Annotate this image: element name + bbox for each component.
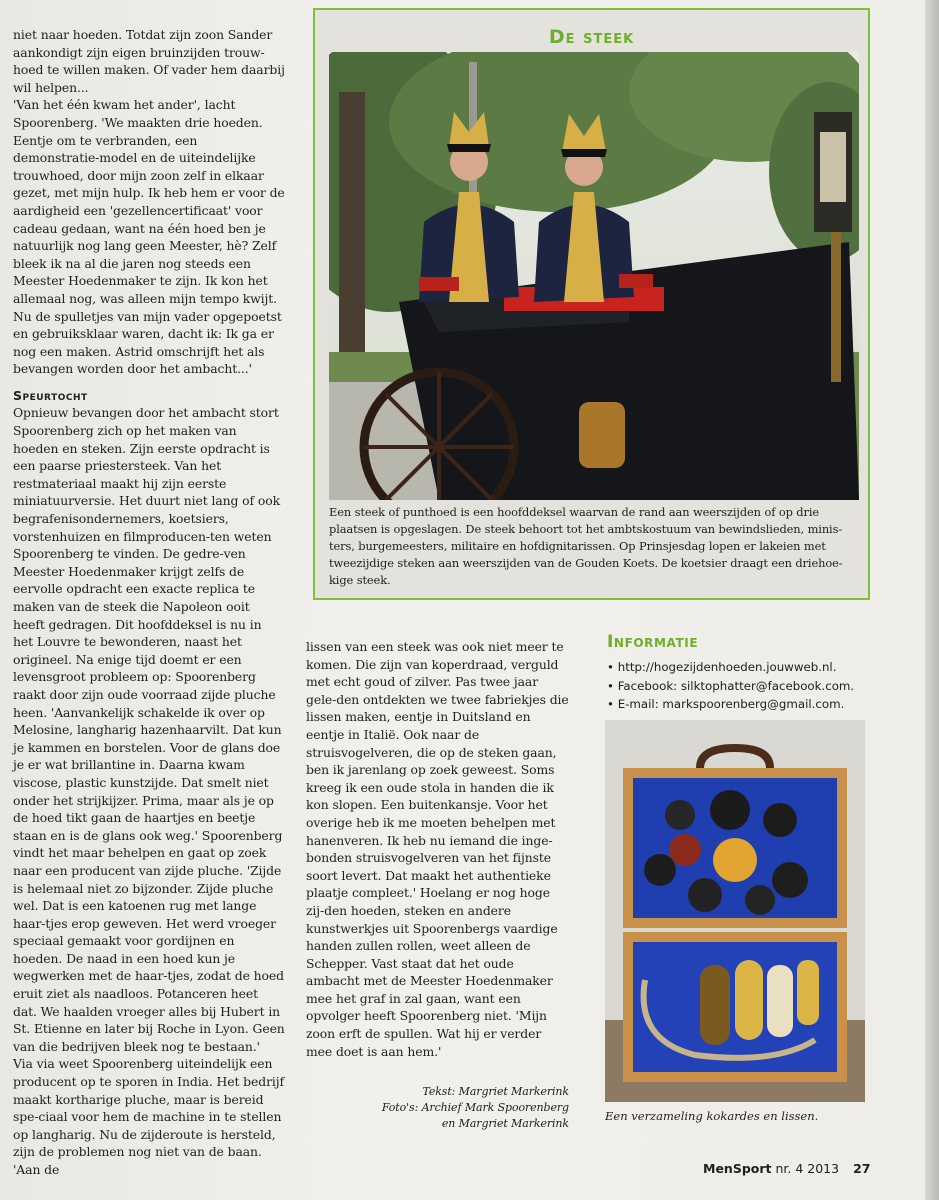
page-edge-shadow <box>925 0 939 1200</box>
info-website-link[interactable]: • http://hogezijdenhoeden.jouwweb.nl. <box>607 658 907 677</box>
paragraph: Opnieuw bevangen door het ambacht stort Spoorenberg zich op het maken van hoeden en steken. Zijn eerste opdracht is een paarse priestersteek. Van het restmateriaal maakt hij zijn eerste miniatuurversie. Het duurt niet lang of ook begrafenisondernemers, koetsiers, vorstenhuizen en filmproducen-ten weten Spoorenberg te vinden. De gedre-ven Meester Hoedenmaker krijgt zelfs de eervolle opdracht een exacte replica te maken van de steek die Napoleon ooit heeft gedragen. Dit hoofddeksel is nu in het Louvre te bewonderen, naast het origineel. Na enige tijd doemt er een levensgroot probleem op: Spoorenberg raakt door zijn oude voorraad zijde pluche heen. 'Aanvankelijk schakelde ik over op Melosine, langharig hazenhaarvilt. Dat kun je kammen en borstelen. Voor de glans doe je er wat brillantine in. Daarna kwam viscose, plastic kunstzijde. Dat smelt niet onder het strijkijzer. Prima, maar als je op de hoed tikt gaan de haartjes en beetje staan en is de glans ook weg.' Spoorenberg vindt het maar behelpen en gaat op zoek naar een producent van zijde pluche. 'Zijde is helemaal niet zo bijzonder. Zijde pluche wel. Dat is een katoenen rug met lange haar-tjes erop geweven. Het werd vroeger speciaal gemaakt voor gordijnen en hoeden. De naad in een hoed kun je wegwerken met de haar-tjes, zodat de hoed eruit ziet als naadloos. Potanceren heet dat. We haalden vroeger alles bij Hubert in St. Etienne en later bij Roche in Lyon. Geen van die bedrijven bleek nog te bestaan.' <box>13 405 285 1054</box>
page-footer <box>703 1161 870 1176</box>
info-list <box>607 658 907 714</box>
carriage-photo-illustration <box>329 52 859 500</box>
box-title: De steek <box>548 26 635 48</box>
sidebar-box-de-steek <box>313 8 870 600</box>
magazine-name: MenSport <box>703 1161 772 1176</box>
credit-line: Foto's: Archief Mark Spoorenberg <box>381 1101 569 1115</box>
paragraph: Via via weet Spoorenberg uiteindelijk een producent op te sporen in India. Het bedrijf maakt kortharige pluche, maar is bereid spe-ciaal voor hem de machine in te stellen op langharig. Nu de zijderoute is hersteld, zijn de problemen nog niet van de baan. 'Aan de <box>13 1056 284 1177</box>
subheading: Speurtocht <box>13 387 88 403</box>
info-facebook-link[interactable]: • Facebook: silktophatter@facebook.com. <box>607 677 907 696</box>
photo-caption: Een verzameling kokardes en lissen. <box>605 1109 819 1123</box>
credit-line: Tekst: Margriet Markerink <box>422 1085 569 1099</box>
info-title: Informatie <box>607 632 699 652</box>
cockade-case-illustration <box>605 720 865 1102</box>
paragraph: niet naar hoeden. Totdat zijn zoon Sander aankondigt zijn eigen bruinzijden trouw-hoed te willen maken. Of vader hem daarbij wil helpen... <box>13 27 285 95</box>
credit-line: en Margriet Markerink <box>441 1117 569 1131</box>
issue-number: nr. 4 2013 <box>775 1161 840 1176</box>
credits <box>306 1084 571 1132</box>
box-caption: Een steek of punthoed is een hoofddeksel waarvan de rand aan weerszijden of op drie plaatsen is opgeslagen. De steek behoort tot het ambtskostuum van bewindslieden, minis-ters, burgemeesters, militaire en hofdignitarissen. Op Prinsjesdag lopen er lakeien met tweezijdige steken aan weerszijden van de Gouden Koets. De koetsier draagt een driehoe-kige steek. <box>329 505 843 587</box>
carriage-photo <box>329 52 859 500</box>
page-number: 27 <box>853 1161 871 1176</box>
paragraph: lissen van een steek was ook niet meer te komen. Die zijn van koperdraad, verguld met echt goud of zilver. Pas twee jaar gele-den ontdekten we twee fabriekjes die lissen maken, eentje in Duitsland en eentje in Italië. Ook naar de struisvogelveren, die op de steken gaan, ben ik jarenlang op zoek geweest. Soms kreeg ik een oude stola in handen die ik kon slopen. Een buitenkansje. Voor het overige heb ik me moeten behelpen met hanenveren. Ik heb nu iemand die inge-bonden struisvogelveren van het fijnste soort levert. Dat maakt het authentieke plaatje compleet.' Hoelang er nog hoge zij-den hoeden, steken en andere kunstwerkjes uit Spoorenbergs vaardige handen zullen rollen, weet alleen de Schepper. Vast staat dat het oude ambacht met de Meester Hoedenmaker mee het graf in zal gaan, want een opvolger heeft Spoorenberg niet. 'Mijn zoon erft de spullen. Wat hij er verder mee doet is aan hem.' <box>306 639 569 1059</box>
article-column-middle <box>306 638 571 1132</box>
article-column-left <box>13 26 285 1179</box>
info-email-link[interactable]: • E-mail: markspoorenberg@gmail.com. <box>607 695 907 714</box>
paragraph: 'Van het één kwam het ander', lacht Spoorenberg. 'We maakten drie hoeden. Eentje om te verbranden, een demonstratie-model en de uiteindelijke trouwhoed, door mijn zoon zelf in elkaar gezet, met mijn hulp. Ik heb hem er voor de aardigheid een 'gezellencertificaat' voor cadeau gedaan, want na één hoed ben je natuurlijk nog lang geen Meester, hè? Zelf bleek ik na al die jaren nog steeds een Meester Hoedenmaker te zijn. Ik kon het allemaal nog, was alleen mijn tempo kwijt. Nu de spulletjes van mijn vader opgepoetst en gebruiksklaar waren, dacht ik: Ik ga er nog een maken. Astrid omschrijft het als bevangen worden door het ambacht...' <box>13 97 285 377</box>
cockade-collection-photo <box>605 720 865 1102</box>
